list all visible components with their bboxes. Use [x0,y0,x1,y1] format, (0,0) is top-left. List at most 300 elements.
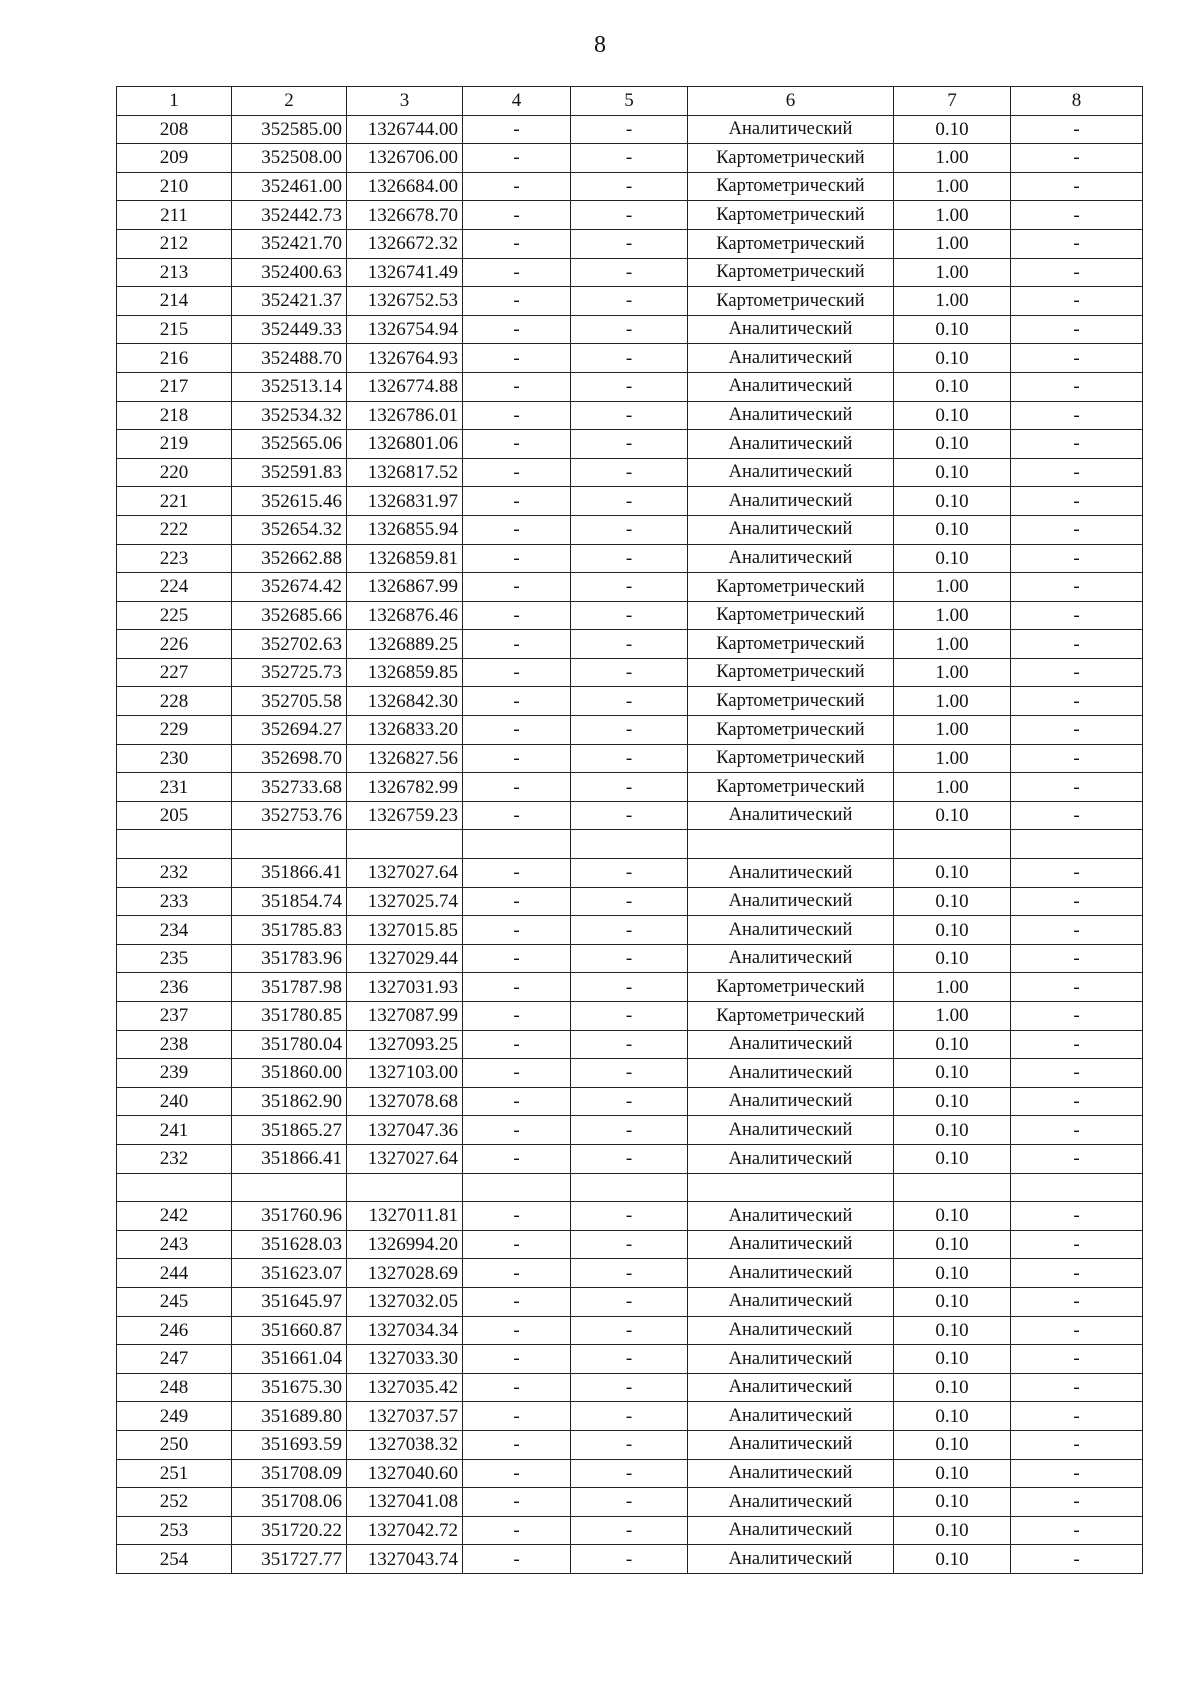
table-row [117,887,1143,916]
cell-point-number: 223 [117,544,232,573]
cell-accuracy: 1.00 [894,144,1011,173]
cell-point-number: 216 [117,344,232,373]
cell-coord-x: 352694.27 [232,716,347,745]
cell-accuracy: 1.00 [894,773,1011,802]
page-number: 8 [594,32,606,58]
cell-col-8: - [1011,258,1143,287]
cell-accuracy: 0.10 [894,1430,1011,1459]
cell-col-4: - [463,1002,571,1031]
cell-accuracy: 1.00 [894,287,1011,316]
cell-method: Аналитический [688,801,894,830]
table-row-gap [117,830,1143,859]
cell-col-8: - [1011,687,1143,716]
cell-accuracy: 0.10 [894,458,1011,487]
cell-coord-y: 1326855.94 [347,515,463,544]
cell-col-8: - [1011,458,1143,487]
cell-col-8: - [1011,287,1143,316]
table-row [117,687,1143,716]
cell-col-8: - [1011,144,1143,173]
coordinates-table [116,86,1143,1574]
cell-coord-x: 352421.37 [232,287,347,316]
cell-point-number: 217 [117,372,232,401]
cell-coord-x: 352753.76 [232,801,347,830]
cell-coord-x: 351866.41 [232,859,347,888]
cell-accuracy: 0.10 [894,944,1011,973]
cell-accuracy: 1.00 [894,229,1011,258]
cell-point-number: 234 [117,916,232,945]
cell-coord-y: 1327027.64 [347,859,463,888]
cell-coord-x: 351689.80 [232,1402,347,1431]
cell-method: Картометрический [688,144,894,173]
cell-col-4: - [463,1259,571,1288]
cell-col-8: - [1011,1459,1143,1488]
cell-coord-y: 1327034.34 [347,1316,463,1345]
cell-col-8: - [1011,1087,1143,1116]
cell-col-4: - [463,916,571,945]
cell-point-number: 247 [117,1345,232,1374]
cell-accuracy: 0.10 [894,859,1011,888]
cell-col-8: - [1011,1516,1143,1545]
cell-col-4: - [463,601,571,630]
cell-coord-x: 351720.22 [232,1516,347,1545]
cell-method: Картометрический [688,716,894,745]
cell-point-number: 232 [117,1144,232,1173]
cell-accuracy: 0.10 [894,401,1011,430]
cell-col-4: - [463,1316,571,1345]
cell-col-8: - [1011,401,1143,430]
cell-col-5: - [571,1059,688,1088]
cell-col-4: - [463,1030,571,1059]
cell-col-5 [571,1173,688,1202]
cell-col-5: - [571,115,688,144]
cell-col-4: - [463,658,571,687]
cell-method [688,830,894,859]
cell-point-number: 230 [117,744,232,773]
cell-col-4: - [463,1116,571,1145]
cell-col-4: - [463,201,571,230]
cell-col-5: - [571,1087,688,1116]
cell-coord-y: 1327028.69 [347,1259,463,1288]
cell-point-number: 254 [117,1545,232,1574]
cell-method: Аналитический [688,1316,894,1345]
cell-col-4: - [463,744,571,773]
cell-accuracy: 0.10 [894,487,1011,516]
cell-coord-x: 351785.83 [232,916,347,945]
cell-col-5: - [571,1430,688,1459]
cell-coord-x: 351760.96 [232,1202,347,1231]
table-row [117,1087,1143,1116]
cell-col-4: - [463,401,571,430]
cell-accuracy: 1.00 [894,1002,1011,1031]
cell-point-number: 235 [117,944,232,973]
cell-coord-x: 352615.46 [232,487,347,516]
table-row [117,401,1143,430]
table-row [117,859,1143,888]
cell-col-8: - [1011,1002,1143,1031]
cell-col-4: - [463,1430,571,1459]
cell-coord-x: 352421.70 [232,229,347,258]
cell-coord-y: 1327015.85 [347,916,463,945]
cell-coord-x: 351645.97 [232,1287,347,1316]
cell-method: Аналитический [688,1059,894,1088]
cell-col-8: - [1011,372,1143,401]
cell-method: Картометрический [688,687,894,716]
cell-col-8: - [1011,944,1143,973]
cell-accuracy: 0.10 [894,1059,1011,1088]
cell-method: Картометрический [688,258,894,287]
cell-point-number: 226 [117,630,232,659]
cell-coord-y: 1326759.23 [347,801,463,830]
table-row [117,258,1143,287]
cell-method: Аналитический [688,1430,894,1459]
cell-point-number: 228 [117,687,232,716]
cell-col-8: - [1011,1230,1143,1259]
cell-coord-x: 352702.63 [232,630,347,659]
table-row [117,1116,1143,1145]
cell-coord-x: 351865.27 [232,1116,347,1145]
cell-method: Картометрический [688,172,894,201]
cell-col-4: - [463,1402,571,1431]
cell-col-5: - [571,1516,688,1545]
cell-col-4: - [463,1516,571,1545]
table-row [117,1402,1143,1431]
cell-point-number: 248 [117,1373,232,1402]
cell-method: Аналитический [688,1030,894,1059]
cell-point-number: 243 [117,1230,232,1259]
cell-col-4: - [463,172,571,201]
column-header: 2 [232,87,347,116]
cell-point-number: 215 [117,315,232,344]
cell-method: Аналитический [688,916,894,945]
cell-col-5: - [571,287,688,316]
cell-col-5: - [571,1116,688,1145]
cell-coord-x: 352662.88 [232,544,347,573]
cell-method: Картометрический [688,773,894,802]
cell-col-5: - [571,1345,688,1374]
cell-col-4: - [463,430,571,459]
cell-coord-y: 1326672.32 [347,229,463,258]
cell-coord-x: 352585.00 [232,115,347,144]
cell-accuracy: 1.00 [894,630,1011,659]
cell-col-8: - [1011,916,1143,945]
cell-coord-x: 352591.83 [232,458,347,487]
cell-accuracy: 1.00 [894,601,1011,630]
cell-coord-y: 1326876.46 [347,601,463,630]
cell-col-4: - [463,487,571,516]
table-row [117,573,1143,602]
cell-method: Аналитический [688,1087,894,1116]
cell-coord-y: 1326889.25 [347,630,463,659]
cell-accuracy: 0.10 [894,1144,1011,1173]
cell-coord-x: 351623.07 [232,1259,347,1288]
cell-col-4: - [463,859,571,888]
cell-col-8: - [1011,601,1143,630]
cell-coord-y: 1327035.42 [347,1373,463,1402]
cell-col-8 [1011,1173,1143,1202]
cell-accuracy: 0.10 [894,1230,1011,1259]
cell-col-8: - [1011,1259,1143,1288]
cell-col-8: - [1011,1144,1143,1173]
cell-coord-x: 351866.41 [232,1144,347,1173]
cell-col-8: - [1011,1545,1143,1574]
cell-coord-x: 351727.77 [232,1545,347,1574]
cell-method [688,1173,894,1202]
cell-col-4: - [463,1373,571,1402]
cell-col-8: - [1011,1373,1143,1402]
cell-col-5: - [571,401,688,430]
cell-point-number: 211 [117,201,232,230]
cell-coord-y: 1326831.97 [347,487,463,516]
cell-coord-x: 351660.87 [232,1316,347,1345]
cell-point-number: 239 [117,1059,232,1088]
cell-coord-y: 1327033.30 [347,1345,463,1374]
table-row [117,1059,1143,1088]
cell-col-5: - [571,687,688,716]
cell-col-8: - [1011,630,1143,659]
cell-method: Аналитический [688,372,894,401]
cell-coord-y: 1326859.81 [347,544,463,573]
cell-coord-x: 352508.00 [232,144,347,173]
cell-col-4: - [463,544,571,573]
cell-method: Картометрический [688,601,894,630]
cell-coord-y: 1326786.01 [347,401,463,430]
cell-coord-x: 352705.58 [232,687,347,716]
cell-point-number: 249 [117,1402,232,1431]
cell-coord-x: 352461.00 [232,172,347,201]
table-row [117,801,1143,830]
cell-method: Аналитический [688,1459,894,1488]
table-row [117,515,1143,544]
cell-method: Аналитический [688,1202,894,1231]
table-row [117,744,1143,773]
cell-accuracy: 0.10 [894,1116,1011,1145]
cell-col-5: - [571,258,688,287]
cell-method: Аналитический [688,1545,894,1574]
cell-coord-y: 1326754.94 [347,315,463,344]
cell-accuracy: 0.10 [894,1287,1011,1316]
cell-point-number: 242 [117,1202,232,1231]
cell-col-5: - [571,1259,688,1288]
cell-coord-y: 1327047.36 [347,1116,463,1145]
cell-point-number: 225 [117,601,232,630]
table-row [117,1430,1143,1459]
cell-coord-y [347,830,463,859]
cell-col-8: - [1011,1488,1143,1517]
cell-method: Аналитический [688,544,894,573]
cell-col-5: - [571,344,688,373]
table-row [117,1144,1143,1173]
cell-method: Картометрический [688,744,894,773]
cell-coord-x: 352654.32 [232,515,347,544]
cell-accuracy: 1.00 [894,201,1011,230]
cell-col-4: - [463,1087,571,1116]
cell-point-number: 227 [117,658,232,687]
cell-method: Картометрический [688,630,894,659]
table-row [117,172,1143,201]
cell-coord-y: 1327093.25 [347,1030,463,1059]
cell-coord-y: 1327025.74 [347,887,463,916]
cell-col-5: - [571,372,688,401]
cell-col-5: - [571,773,688,802]
cell-col-4: - [463,229,571,258]
cell-col-5: - [571,515,688,544]
column-header: 6 [688,87,894,116]
cell-point-number: 220 [117,458,232,487]
cell-col-4 [463,1173,571,1202]
cell-col-4: - [463,1230,571,1259]
cell-coord-y [347,1173,463,1202]
cell-accuracy: 0.10 [894,1459,1011,1488]
cell-method: Картометрический [688,229,894,258]
cell-col-5: - [571,630,688,659]
cell-accuracy: 0.10 [894,544,1011,573]
cell-col-8: - [1011,573,1143,602]
cell-col-5: - [571,658,688,687]
cell-col-8: - [1011,973,1143,1002]
cell-col-4: - [463,1459,571,1488]
cell-col-5: - [571,1545,688,1574]
table-row [117,916,1143,945]
cell-point-number: 245 [117,1287,232,1316]
cell-method: Картометрический [688,573,894,602]
cell-coord-y: 1326744.00 [347,115,463,144]
cell-method: Аналитический [688,1287,894,1316]
cell-accuracy: 0.10 [894,1402,1011,1431]
cell-coord-y: 1326764.93 [347,344,463,373]
cell-col-4: - [463,115,571,144]
cell-point-number: 229 [117,716,232,745]
table-row [117,115,1143,144]
cell-coord-x: 352733.68 [232,773,347,802]
cell-col-5: - [571,1002,688,1031]
cell-point-number: 213 [117,258,232,287]
cell-col-8: - [1011,887,1143,916]
cell-col-5: - [571,887,688,916]
cell-method: Картометрический [688,287,894,316]
table-row [117,1488,1143,1517]
cell-accuracy: 0.10 [894,344,1011,373]
cell-point-number: 253 [117,1516,232,1545]
cell-col-8: - [1011,1402,1143,1431]
cell-coord-x: 352565.06 [232,430,347,459]
cell-accuracy: 0.10 [894,801,1011,830]
cell-method: Аналитический [688,315,894,344]
cell-col-5: - [571,1287,688,1316]
cell-col-5: - [571,1030,688,1059]
cell-col-4: - [463,1202,571,1231]
cell-col-8: - [1011,315,1143,344]
cell-col-4 [463,830,571,859]
cell-point-number: 232 [117,859,232,888]
cell-col-8: - [1011,1202,1143,1231]
column-header: 5 [571,87,688,116]
cell-col-4: - [463,773,571,802]
cell-col-4: - [463,1287,571,1316]
cell-coord-x: 351661.04 [232,1345,347,1374]
table-row [117,458,1143,487]
cell-method: Аналитический [688,1116,894,1145]
cell-coord-y: 1327103.00 [347,1059,463,1088]
cell-point-number: 241 [117,1116,232,1145]
cell-coord-y: 1327087.99 [347,1002,463,1031]
cell-accuracy: 1.00 [894,258,1011,287]
cell-coord-y: 1327027.64 [347,1144,463,1173]
cell-point-number: 221 [117,487,232,516]
cell-method: Аналитический [688,1144,894,1173]
table-row [117,1373,1143,1402]
cell-point-number: 210 [117,172,232,201]
table-row-gap [117,1173,1143,1202]
cell-col-8: - [1011,1059,1143,1088]
cell-col-5: - [571,744,688,773]
cell-col-8: - [1011,229,1143,258]
cell-col-5: - [571,573,688,602]
cell-coord-x: 351860.00 [232,1059,347,1088]
cell-coord-y: 1327038.32 [347,1430,463,1459]
cell-col-8: - [1011,744,1143,773]
cell-point-number [117,1173,232,1202]
cell-accuracy: 0.10 [894,1345,1011,1374]
table-row [117,658,1143,687]
cell-coord-x: 352685.66 [232,601,347,630]
cell-col-4: - [463,687,571,716]
cell-col-4: - [463,573,571,602]
cell-col-5: - [571,544,688,573]
cell-col-4: - [463,144,571,173]
cell-coord-y: 1326827.56 [347,744,463,773]
cell-col-5: - [571,487,688,516]
cell-accuracy: 0.10 [894,315,1011,344]
cell-point-number: 252 [117,1488,232,1517]
table-row [117,1259,1143,1288]
table-row [117,601,1143,630]
cell-col-8: - [1011,1287,1143,1316]
header-row [117,87,1143,116]
cell-coord-y: 1326994.20 [347,1230,463,1259]
cell-col-4: - [463,372,571,401]
table-row [117,1230,1143,1259]
cell-method: Картометрический [688,201,894,230]
cell-coord-y: 1326833.20 [347,716,463,745]
cell-coord-y: 1326774.88 [347,372,463,401]
cell-coord-y: 1327078.68 [347,1087,463,1116]
table-row [117,201,1143,230]
cell-col-4: - [463,1144,571,1173]
cell-col-8: - [1011,115,1143,144]
cell-col-5: - [571,1373,688,1402]
table-row [117,315,1143,344]
cell-coord-x: 351628.03 [232,1230,347,1259]
cell-coord-y: 1327037.57 [347,1402,463,1431]
cell-point-number: 250 [117,1430,232,1459]
cell-col-8: - [1011,801,1143,830]
cell-col-5: - [571,1202,688,1231]
cell-col-5: - [571,801,688,830]
cell-coord-y: 1326867.99 [347,573,463,602]
cell-point-number: 240 [117,1087,232,1116]
cell-col-4: - [463,1488,571,1517]
column-header: 8 [1011,87,1143,116]
cell-col-8: - [1011,201,1143,230]
cell-coord-x: 352400.63 [232,258,347,287]
cell-accuracy: 0.10 [894,1488,1011,1517]
cell-col-5: - [571,1459,688,1488]
table-row [117,372,1143,401]
cell-point-number: 246 [117,1316,232,1345]
cell-col-4: - [463,630,571,659]
cell-col-8: - [1011,515,1143,544]
table-row [117,1030,1143,1059]
